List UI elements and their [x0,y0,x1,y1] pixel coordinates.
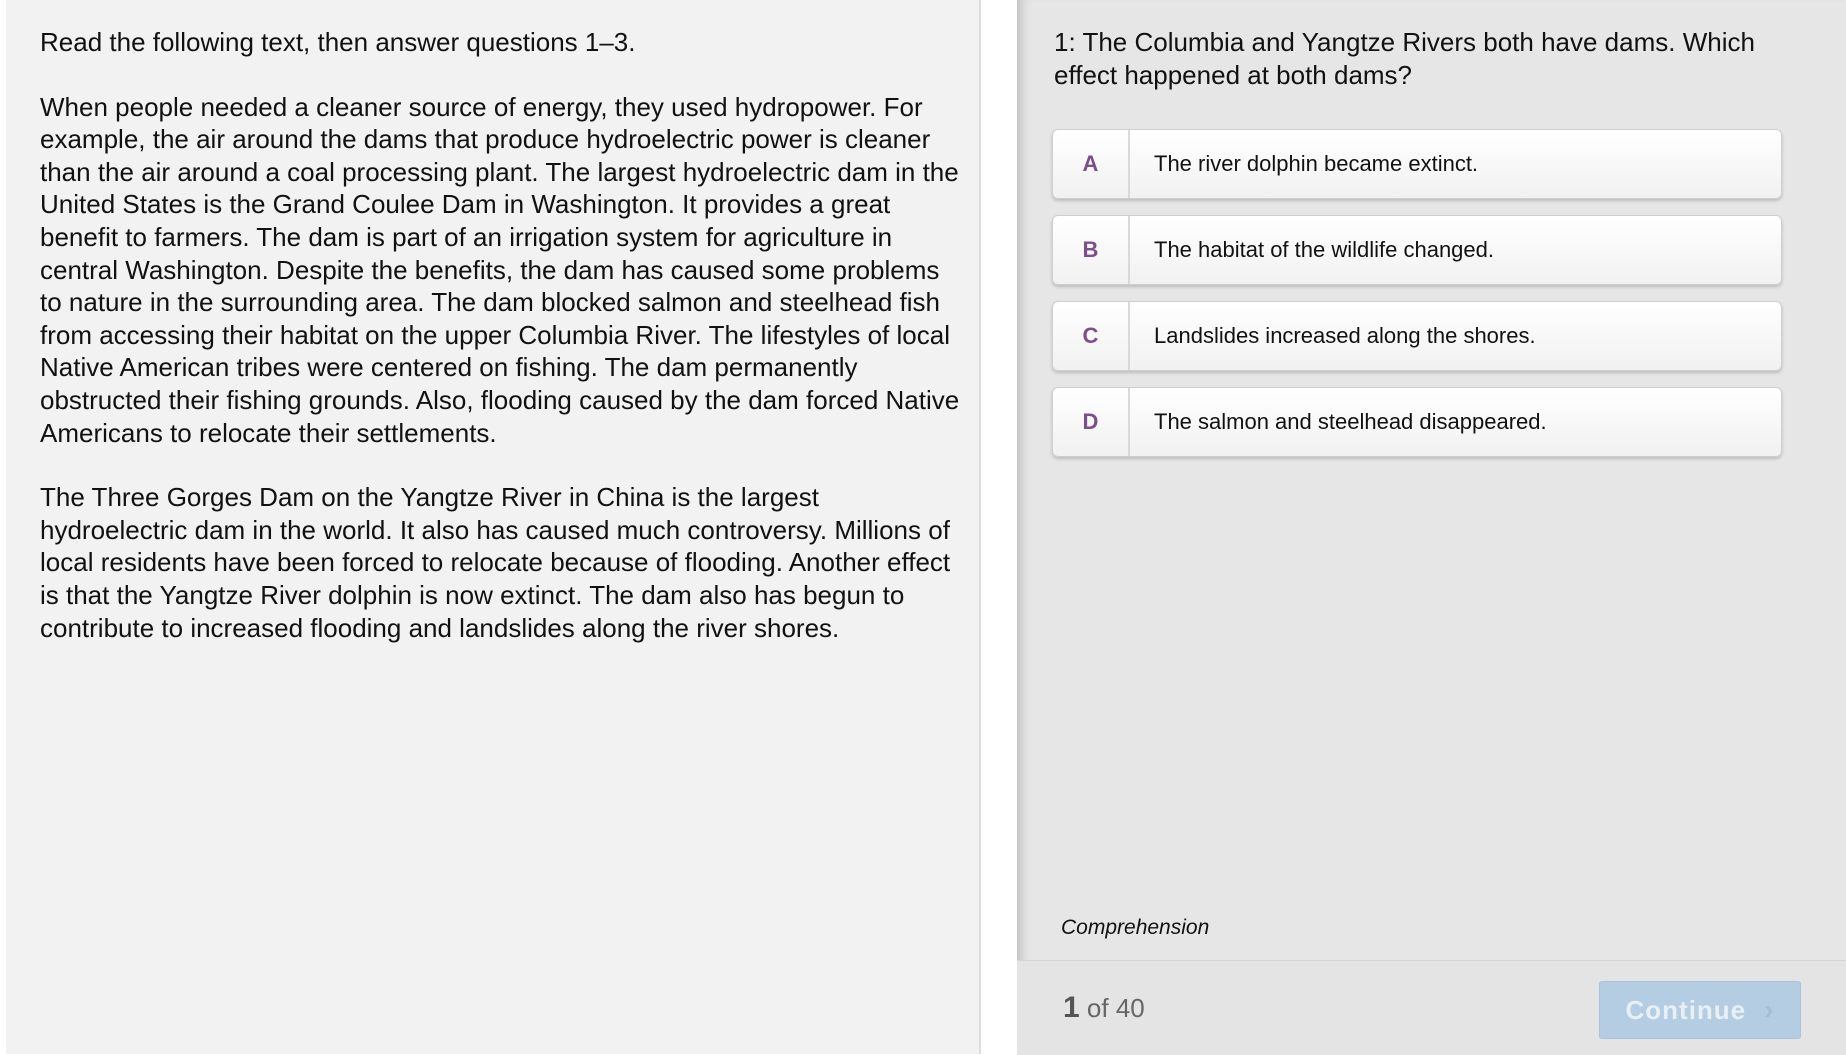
passage-instructions: Read the following text, then answer questions 1–3. [40,27,636,57]
answer-choice-d[interactable] [1052,387,1782,457]
choice-letter: D [1053,388,1130,456]
page-counter [1063,991,1145,1025]
question-category: Comprehension [1061,916,1210,939]
answer-choice-c[interactable] [1052,301,1782,371]
choice-letter: C [1053,302,1130,370]
choice-text: The habitat of the wildlife changed. [1154,237,1495,262]
current-page-number: 1 [1063,991,1080,1024]
question-text: 1: The Columbia and Yangtze Rivers both have dams. Which effect happened at both dams? [1054,27,1755,90]
choice-text: Landslides increased along the shores. [1154,323,1536,348]
passage-paragraph-2: The Three Gorges Dam on the Yangtze River in China is the largest hydroelectric dam in the world. It also has caused much controversy. Millions of local residents have been forced to relocate because of flooding. Another effect is that the Yangtze River dolphin is now extinct. The dam also has begun to contribute to increased flooding and landslides along the river shores. [40,482,951,643]
panel-divider [981,0,1017,1054]
passage-text [40,26,960,676]
answer-choice-b[interactable] [1052,215,1782,285]
answer-choice-a[interactable] [1052,129,1782,199]
choice-letter: A [1053,130,1130,198]
choice-letter: B [1053,216,1130,284]
page-total: of 40 [1086,993,1145,1023]
footer-bar [1017,960,1846,1055]
choice-text: The salmon and steelhead disappeared. [1154,409,1547,434]
answer-choices [1052,129,1782,473]
passage-paragraph-1: When people needed a cleaner source of energy, they used hydropower. For example, the air around the dams that produce hydroelectric power is cleaner than the air around a coal processing plant. The largest hydroelectric dam in the United States is the Grand Coulee Dam in Washington. It provides a great benefit to farmers. The dam is part of an irrigation system for agriculture in central Washington. Despite the benefits, the dam has caused some problems to nature in the surrounding area. The dam blocked salmon and steelhead fish from accessing their habitat on the upper Columbia River. The lifestyles of local Native American tribes were centered on fishing. The dam permanently obstructed their fishing grounds. Also, flooding caused by the dam forced Native Americans to relocate their settlements. [40,91,960,448]
choice-text: The river dolphin became extinct. [1154,151,1479,176]
continue-button-label: Continue [1625,994,1747,1025]
chevron-right-icon: › [1764,994,1775,1025]
question-panel [1017,0,1846,1054]
continue-button[interactable] [1599,981,1801,1039]
